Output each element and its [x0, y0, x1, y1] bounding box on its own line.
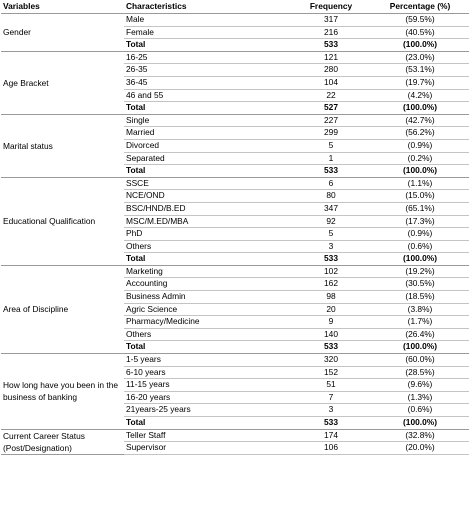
characteristic-cell: Male [124, 14, 291, 27]
variable-cell: Age Bracket [1, 51, 124, 114]
characteristic-cell: Marketing [124, 265, 291, 278]
percentage-cell: (0.2%) [371, 152, 469, 165]
variable-cell: Gender [1, 14, 124, 52]
frequency-cell: 104 [291, 76, 371, 89]
percentage-cell: (1.7%) [371, 316, 469, 329]
frequency-cell: 299 [291, 127, 371, 140]
variable-cell: Educational Qualification [1, 177, 124, 265]
characteristic-cell: Total [124, 39, 291, 52]
characteristic-cell: Total [124, 417, 291, 430]
frequency-cell: 3 [291, 404, 371, 417]
characteristic-cell: Supervisor [124, 442, 291, 455]
percentage-cell: (19.7%) [371, 76, 469, 89]
frequency-cell: 98 [291, 291, 371, 304]
percentage-cell: (100.0%) [371, 39, 469, 52]
characteristic-cell: 1-5 years [124, 354, 291, 367]
frequency-cell: 3 [291, 240, 371, 253]
percentage-cell: (40.5%) [371, 26, 469, 39]
characteristic-cell: 16-20 years [124, 391, 291, 404]
characteristic-cell: Others [124, 328, 291, 341]
characteristic-cell: 16-25 [124, 51, 291, 64]
percentage-cell: (100.0%) [371, 417, 469, 430]
percentage-cell: (60.0%) [371, 354, 469, 367]
characteristic-cell: 46 and 55 [124, 89, 291, 102]
percentage-cell: (59.5%) [371, 14, 469, 27]
percentage-cell: (30.5%) [371, 278, 469, 291]
frequency-cell: 533 [291, 253, 371, 266]
table-row [1, 354, 469, 367]
percentage-cell: (28.5%) [371, 366, 469, 379]
frequency-cell: 22 [291, 89, 371, 102]
characteristic-cell: 21years-25 years [124, 404, 291, 417]
characteristic-cell: Accounting [124, 278, 291, 291]
characteristic-cell: 6-10 years [124, 366, 291, 379]
frequency-cell: 320 [291, 354, 371, 367]
demographics-table [1, 0, 469, 455]
percentage-cell: (100.0%) [371, 165, 469, 178]
characteristic-cell: Married [124, 127, 291, 140]
percentage-cell: (100.0%) [371, 253, 469, 266]
frequency-cell: 5 [291, 139, 371, 152]
variable-cell: Marital status [1, 114, 124, 177]
table-body [1, 14, 469, 455]
percentage-cell: (20.0%) [371, 442, 469, 455]
percentage-cell: (1.3%) [371, 391, 469, 404]
variable-cell: Current Career Status (Post/Designation) [1, 429, 124, 454]
characteristic-cell: Others [124, 240, 291, 253]
characteristic-cell: Business Admin [124, 291, 291, 304]
variable-cell: Area of Discipline [1, 265, 124, 353]
table-row [1, 177, 469, 190]
percentage-cell: (26.4%) [371, 328, 469, 341]
percentage-cell: (19.2%) [371, 265, 469, 278]
table-row [1, 429, 469, 442]
frequency-cell: 533 [291, 165, 371, 178]
frequency-cell: 80 [291, 190, 371, 203]
characteristic-cell: NCE/OND [124, 190, 291, 203]
percentage-cell: (0.6%) [371, 240, 469, 253]
percentage-cell: (15.0%) [371, 190, 469, 203]
frequency-cell: 7 [291, 391, 371, 404]
frequency-cell: 102 [291, 265, 371, 278]
header-frequency: Frequency [291, 0, 371, 14]
frequency-cell: 227 [291, 114, 371, 127]
characteristic-cell: Teller Staff [124, 429, 291, 442]
table-row [1, 114, 469, 127]
header-percentage: Percentage (%) [371, 0, 469, 14]
frequency-cell: 1 [291, 152, 371, 165]
characteristic-cell: Divorced [124, 139, 291, 152]
table-row [1, 51, 469, 64]
table-row [1, 265, 469, 278]
characteristic-cell: Pharmacy/Medicine [124, 316, 291, 329]
frequency-cell: 347 [291, 202, 371, 215]
frequency-cell: 527 [291, 102, 371, 115]
percentage-cell: (1.1%) [371, 177, 469, 190]
percentage-cell: (18.5%) [371, 291, 469, 304]
percentage-cell: (3.8%) [371, 303, 469, 316]
percentage-cell: (0.9%) [371, 139, 469, 152]
percentage-cell: (32.8%) [371, 429, 469, 442]
frequency-cell: 121 [291, 51, 371, 64]
percentage-cell: (9.6%) [371, 379, 469, 392]
percentage-cell: (100.0%) [371, 341, 469, 354]
percentage-cell: (4.2%) [371, 89, 469, 102]
characteristic-cell: 26-35 [124, 64, 291, 77]
frequency-cell: 216 [291, 26, 371, 39]
characteristic-cell: Total [124, 102, 291, 115]
frequency-cell: 51 [291, 379, 371, 392]
characteristic-cell: SSCE [124, 177, 291, 190]
characteristic-cell: Separated [124, 152, 291, 165]
frequency-cell: 533 [291, 39, 371, 52]
header-variables: Variables [1, 0, 124, 14]
characteristic-cell: MSC/M.ED/MBA [124, 215, 291, 228]
frequency-cell: 6 [291, 177, 371, 190]
percentage-cell: (56.2%) [371, 127, 469, 140]
characteristic-cell: Female [124, 26, 291, 39]
characteristic-cell: PhD [124, 228, 291, 241]
header-row [1, 0, 469, 14]
characteristic-cell: Total [124, 165, 291, 178]
frequency-cell: 5 [291, 228, 371, 241]
frequency-cell: 174 [291, 429, 371, 442]
frequency-cell: 106 [291, 442, 371, 455]
frequency-cell: 152 [291, 366, 371, 379]
percentage-cell: (42.7%) [371, 114, 469, 127]
percentage-cell: (53.1%) [371, 64, 469, 77]
percentage-cell: (0.6%) [371, 404, 469, 417]
frequency-cell: 20 [291, 303, 371, 316]
variable-cell: How long have you been in the business of banking [1, 354, 124, 430]
frequency-cell: 317 [291, 14, 371, 27]
percentage-cell: (100.0%) [371, 102, 469, 115]
characteristic-cell: 11-15 years [124, 379, 291, 392]
frequency-cell: 280 [291, 64, 371, 77]
frequency-cell: 533 [291, 341, 371, 354]
frequency-cell: 533 [291, 417, 371, 430]
percentage-cell: (23.0%) [371, 51, 469, 64]
characteristic-cell: Agric Science [124, 303, 291, 316]
percentage-cell: (65.1%) [371, 202, 469, 215]
frequency-cell: 162 [291, 278, 371, 291]
characteristic-cell: Single [124, 114, 291, 127]
header-characteristics: Characteristics [124, 0, 291, 14]
percentage-cell: (0.9%) [371, 228, 469, 241]
frequency-cell: 92 [291, 215, 371, 228]
characteristic-cell: Total [124, 253, 291, 266]
characteristic-cell: Total [124, 341, 291, 354]
frequency-cell: 9 [291, 316, 371, 329]
frequency-cell: 140 [291, 328, 371, 341]
percentage-cell: (17.3%) [371, 215, 469, 228]
table-row [1, 14, 469, 27]
characteristic-cell: BSC/HND/B.ED [124, 202, 291, 215]
characteristic-cell: 36-45 [124, 76, 291, 89]
